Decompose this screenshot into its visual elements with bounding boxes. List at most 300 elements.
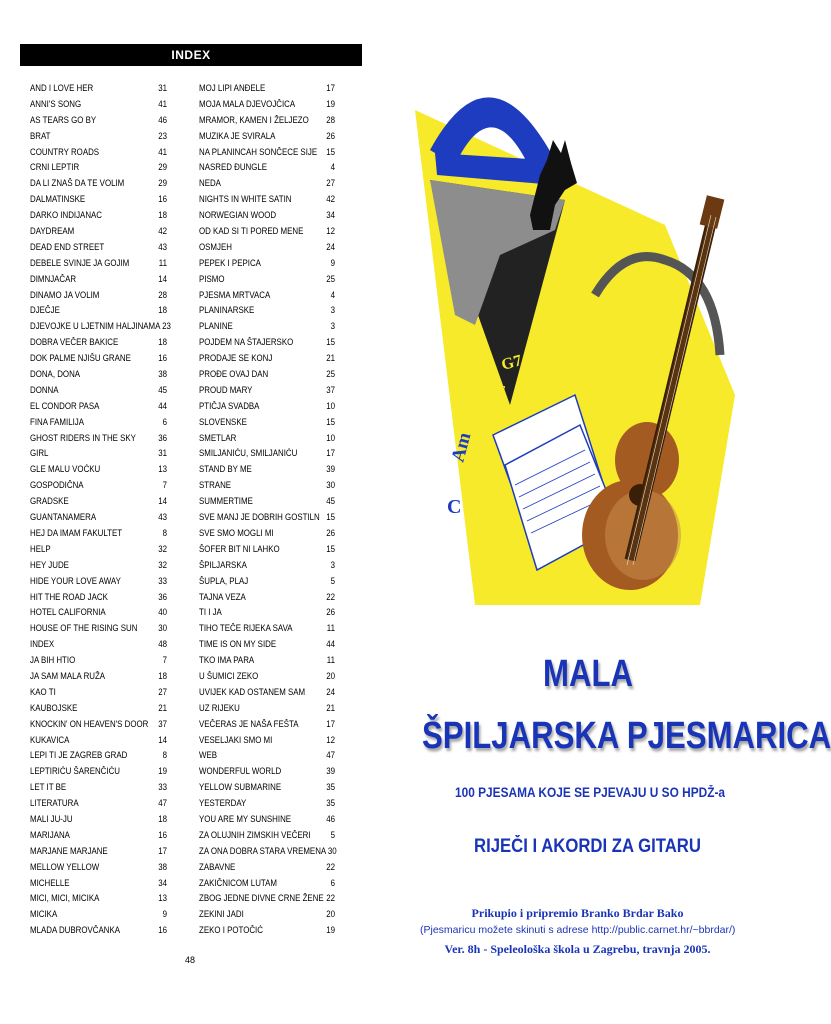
song-title: PEPEK I PEPICA (199, 257, 261, 268)
index-entry (30, 208, 167, 224)
index-entry (199, 288, 335, 304)
song-title: INDEX (30, 639, 55, 650)
index-entry (199, 192, 335, 208)
song-title: NEDA (199, 178, 221, 189)
index-entry (30, 717, 167, 733)
song-page: 9 (162, 909, 168, 920)
index-entry (30, 415, 167, 431)
index-column-left (30, 81, 171, 939)
index-entry (30, 748, 167, 764)
song-title: MARJANE MARJANE (30, 845, 108, 856)
song-title: PROUD MARY (199, 384, 253, 395)
song-title: UVIJEK KAD OSTANEM SAM (199, 686, 306, 697)
chord-c: C (447, 496, 462, 518)
song-title: GUANTANAMERA (30, 512, 97, 523)
song-title: DOBRA VEČER BAKICE (30, 337, 119, 348)
song-page: 8 (162, 527, 168, 538)
song-page: 35 (326, 798, 336, 809)
song-page: 43 (158, 241, 168, 252)
index-entry (199, 415, 335, 431)
index-entry (30, 97, 167, 113)
index-entry (30, 510, 167, 526)
index-entry (199, 558, 335, 574)
song-page: 36 (158, 432, 168, 443)
song-page: 14 (158, 496, 168, 507)
song-title: PISMO (199, 273, 225, 284)
index-entry (30, 574, 167, 590)
song-page: 15 (326, 416, 336, 427)
song-page: 16 (158, 194, 168, 205)
song-title: SMILJANIĆU, SMILJANIĆU (199, 448, 298, 459)
song-title: MOJ LIPI ANĐELE (199, 83, 266, 93)
song-title: GOSPODIČNA (30, 480, 84, 491)
song-page: 33 (158, 575, 168, 586)
song-page: 30 (326, 480, 336, 491)
index-entry (199, 81, 335, 97)
song-page: 26 (326, 130, 336, 141)
song-page: 25 (326, 369, 336, 380)
index-entry (30, 907, 167, 923)
index-entry (199, 780, 335, 796)
song-title: NORWEGIAN WOOD (199, 210, 277, 221)
song-page: 15 (326, 543, 336, 554)
song-page: 17 (158, 845, 168, 856)
index-entry (30, 796, 167, 812)
song-page: 13 (158, 464, 168, 475)
song-page: 46 (158, 114, 168, 125)
song-title: ŠUPLA, PLAJ (199, 575, 249, 586)
song-page: 7 (162, 655, 168, 666)
song-title: SVE MANJ JE DOBRIH GOSTILN (199, 512, 320, 523)
song-title: ŠPILJARSKA (199, 559, 247, 570)
subtitle: 100 PJESAMA KOJE SE PJEVAJU U SO HPDŽ-a (455, 785, 726, 800)
song-title: JA SAM MALA RUŽA (30, 670, 106, 681)
song-title: WONDERFUL WORLD (199, 766, 282, 777)
song-page: 20 (326, 670, 336, 681)
song-page: 47 (326, 750, 336, 761)
song-page: 6 (162, 416, 168, 427)
chord-f: F (497, 384, 506, 399)
song-title: DOK PALME NJIŠU GRANE (30, 353, 131, 364)
song-page: 4 (330, 162, 336, 173)
song-page: 44 (326, 639, 336, 650)
song-title: HOTEL CALIFORNIA (30, 607, 106, 618)
index-entry (199, 685, 335, 701)
index-entry (199, 335, 335, 351)
index-entry (199, 717, 335, 733)
song-title: MUZIKA JE SVIRALA (199, 130, 276, 141)
song-page: 24 (326, 241, 336, 252)
song-title: DA LI ZNAŠ DA TE VOLIM (30, 178, 125, 189)
index-entry (199, 494, 335, 510)
song-page: 38 (158, 861, 168, 872)
index-entry (199, 590, 335, 606)
song-page: 17 (326, 448, 336, 459)
index-entry (30, 494, 167, 510)
index-entry (199, 653, 335, 669)
song-title: HEJ DA IMAM FAKULTET (30, 527, 123, 538)
song-title: NIGHTS IN WHITE SATIN (199, 194, 292, 205)
song-page: 23 (158, 130, 168, 141)
song-page: 11 (326, 655, 336, 666)
index-entry (30, 145, 167, 161)
song-title: GRADSKE (30, 496, 69, 507)
index-entry (199, 129, 335, 145)
credits-author: Prikupio i pripremio Branko Brdar Bako (471, 906, 684, 920)
song-page: 21 (326, 353, 336, 364)
song-page: 30 (158, 623, 168, 634)
song-page: 48 (158, 639, 168, 650)
song-page: 47 (158, 798, 168, 809)
song-page: 26 (326, 607, 336, 618)
song-title: DEAD END STREET (30, 241, 105, 252)
song-page: 37 (158, 718, 168, 729)
song-title: ZA OLUJNIH ZIMSKIH VEČERI (199, 829, 311, 840)
index-entry (199, 478, 335, 494)
song-title: KNOCKIN' ON HEAVEN'S DOOR (30, 718, 149, 729)
index-column-right (199, 81, 335, 939)
index-entry (30, 701, 167, 717)
song-page: 18 (158, 305, 168, 316)
index-entry (30, 383, 167, 399)
song-page: 39 (326, 464, 336, 475)
song-title: SUMMERTIME (199, 496, 253, 507)
song-title: ZBOG JEDNE DIVNE CRNE ŽENE (199, 893, 324, 904)
song-page: 4 (330, 289, 336, 300)
index-entry (199, 907, 335, 923)
song-title: DONNA (30, 384, 59, 395)
song-page: 42 (326, 194, 336, 205)
index-entry (199, 431, 335, 447)
index-entry (199, 97, 335, 113)
song-title: GIRL (30, 448, 49, 459)
song-page: 18 (158, 210, 168, 221)
index-entry (199, 446, 335, 462)
credits-version: Ver. 8h - Speleološka škola u Zagrebu, travnja 2005. (444, 942, 711, 956)
song-page: 5 (330, 575, 336, 586)
song-page: 16 (158, 829, 168, 840)
song-title: SLOVENSKE (199, 416, 247, 427)
song-page: 10 (326, 400, 336, 411)
index-entry (30, 288, 167, 304)
index-entry (199, 510, 335, 526)
index-entry (199, 240, 335, 256)
song-title: WEB (199, 750, 218, 761)
index-entry (199, 160, 335, 176)
song-title: DEBELE SVINJE JA GOJIM (30, 257, 130, 268)
song-title: ŠOFER BIT NI LAHKO (199, 543, 280, 554)
song-page: 15 (326, 337, 336, 348)
index-entry (199, 256, 335, 272)
song-page: 11 (326, 623, 336, 634)
index-entry (199, 876, 335, 892)
index-entry (30, 256, 167, 272)
song-title: AND I LOVE HER (30, 83, 94, 93)
index-entry (30, 192, 167, 208)
song-title: TIME IS ON MY SIDE (199, 639, 277, 650)
song-title: MICIKA (30, 909, 58, 920)
song-page: 41 (158, 98, 168, 109)
song-page: 39 (326, 766, 336, 777)
song-page: 42 (158, 226, 168, 237)
song-title: EL CONDOR PASA (30, 400, 100, 411)
index-entry (30, 272, 167, 288)
song-page: 31 (158, 83, 168, 93)
song-page: 24 (326, 686, 336, 697)
song-title: PLANINE (199, 321, 233, 332)
song-title: ZEKINI JADI (199, 909, 244, 920)
song-page: 16 (158, 353, 168, 364)
song-page: 25 (326, 273, 336, 284)
song-page: 3 (330, 559, 336, 570)
song-page: 13 (158, 893, 168, 904)
song-title: MICHELLE (30, 877, 70, 888)
song-page: 21 (326, 702, 336, 713)
song-title: YESTERDAY (199, 798, 247, 809)
song-page: 11 (158, 257, 168, 268)
index-entry (30, 637, 167, 653)
song-title: ZAKIČNICOM LUTAM (199, 877, 277, 888)
song-title: MICI, MICI, MICIKA (30, 893, 100, 904)
song-page: 33 (158, 782, 168, 793)
song-title: OD KAD SI TI PORED MENE (199, 226, 304, 237)
song-page: 22 (326, 591, 336, 602)
index-entry (30, 621, 167, 637)
song-page: 22 (326, 861, 336, 872)
song-title: KUKAVICA (30, 734, 70, 745)
title-line-2: ŠPILJARSKA PJESMARICA (422, 715, 831, 757)
index-entry (199, 272, 335, 288)
song-title: NA PLANINCAH SONČECE SIJE (199, 146, 318, 157)
song-title: JA BIH HTIO (30, 655, 76, 666)
song-title: DAYDREAM (30, 226, 75, 237)
song-page: 46 (326, 813, 336, 824)
index-entry (30, 240, 167, 256)
song-page: 12 (326, 734, 336, 745)
index-entry (199, 319, 335, 335)
song-title: DARKO INDIJANAC (30, 210, 103, 221)
index-entry (199, 303, 335, 319)
song-page: 35 (326, 782, 336, 793)
song-title: HIDE YOUR LOVE AWAY (30, 575, 121, 586)
index-entry (199, 621, 335, 637)
index-entry (30, 129, 167, 145)
index-entry (30, 860, 167, 876)
song-page: 43 (158, 512, 168, 523)
index-entry (30, 542, 167, 558)
song-title: ZA ONA DOBRA STARA VREMENA (199, 845, 327, 856)
song-title: TKO IMA PARA (199, 655, 255, 666)
song-page: 18 (158, 337, 168, 348)
song-title: SMETLAR (199, 432, 237, 443)
song-page: 28 (326, 114, 336, 125)
chord-am: Am (447, 430, 476, 465)
index-entry (199, 733, 335, 749)
song-page: 6 (330, 877, 336, 888)
index-entry (199, 383, 335, 399)
song-page: 21 (158, 702, 168, 713)
song-title: TI I JA (199, 607, 222, 618)
song-page: 18 (158, 670, 168, 681)
index-entry (30, 733, 167, 749)
index-entry (199, 891, 335, 907)
index-entry (30, 812, 167, 828)
song-page: 34 (326, 210, 336, 221)
index-entry (199, 574, 335, 590)
song-title: ZABAVNE (199, 861, 236, 872)
song-title: TIHO TEČE RIJEKA SAVA (199, 623, 293, 634)
song-page: 9 (330, 257, 336, 268)
page-number: 48 (185, 955, 196, 965)
song-title: STRANE (199, 480, 232, 491)
song-title: LITERATURA (30, 798, 79, 809)
song-title: ZEKO I POTOČIĆ (199, 925, 263, 936)
song-title: KAUBOJSKE (30, 702, 78, 713)
index-entry (30, 319, 171, 335)
song-page: 30 (327, 845, 337, 856)
song-page: 27 (326, 178, 336, 189)
index-entry (199, 637, 335, 653)
song-title: MARIJANA (30, 829, 70, 840)
index-entry (30, 558, 167, 574)
index-entry (30, 351, 167, 367)
index-entry (199, 812, 335, 828)
song-page: 26 (326, 527, 336, 538)
song-title: POJDEM NA ŠTAJERSKO (199, 337, 294, 348)
song-page: 38 (158, 369, 168, 380)
song-page: 10 (326, 432, 336, 443)
song-page: 19 (326, 98, 336, 109)
index-entry (199, 796, 335, 812)
song-page: 27 (158, 686, 168, 697)
index-entry (199, 605, 335, 621)
song-title: TAJNA VEZA (199, 591, 246, 602)
index-entry (30, 462, 167, 478)
credits (420, 905, 735, 959)
song-page: 29 (158, 162, 168, 173)
index-entry (199, 542, 335, 558)
song-title: PROĐE OVAJ DAN (199, 369, 269, 380)
song-page: 32 (158, 543, 168, 554)
song-page: 14 (158, 273, 168, 284)
index-entry (30, 176, 167, 192)
song-title: GLE MALU VOĆKU (30, 464, 101, 475)
index-entry (199, 145, 335, 161)
title-line-1: MALA (543, 653, 634, 695)
song-page: 37 (326, 384, 336, 395)
song-page: 15 (326, 146, 336, 157)
song-title: PTIČJA SVADBA (199, 400, 260, 411)
index-entry (30, 478, 167, 494)
index-entry (30, 224, 167, 240)
chord-g7: G7 (499, 352, 524, 374)
song-page: 36 (158, 591, 168, 602)
index-entry (30, 844, 167, 860)
song-page: 23 (162, 321, 171, 332)
index-entry (30, 685, 167, 701)
song-title: PJESMA MRTVACA (199, 289, 271, 300)
song-page: 45 (158, 384, 168, 395)
song-title: DALMATINSKE (30, 194, 86, 205)
song-page: 19 (158, 766, 168, 777)
index-entry (30, 605, 167, 621)
song-title: VEČERAS JE NAŠA FEŠTA (199, 718, 299, 729)
song-title: DONA, DONA (30, 369, 81, 380)
song-title: PLANINARSKE (199, 305, 255, 316)
index-entry (199, 224, 335, 240)
song-page: 40 (158, 607, 168, 618)
song-page: 5 (330, 829, 336, 840)
song-title: SVE SMO MOGLI MI (199, 527, 274, 538)
index-header: INDEX (20, 44, 362, 66)
index-entry (30, 446, 167, 462)
song-page: 34 (158, 877, 168, 888)
song-page: 17 (326, 83, 336, 93)
index-entry (199, 176, 335, 192)
song-page: 28 (158, 289, 168, 300)
index-entry (30, 399, 167, 415)
index-entry (30, 828, 167, 844)
song-title: U ŠUMICI ZEKO (199, 670, 259, 681)
song-page: 14 (158, 734, 168, 745)
index-entry (30, 653, 167, 669)
song-title: MRAMOR, KAMEN I ŽELJEZO (199, 114, 309, 125)
song-page: 45 (326, 496, 336, 507)
index-entry (199, 923, 335, 939)
index-entry (199, 764, 335, 780)
song-page: 3 (330, 305, 336, 316)
index-entry (30, 431, 167, 447)
song-page: 41 (158, 146, 168, 157)
song-title: DINAMO JA VOLIM (30, 289, 100, 300)
index-entry (30, 367, 167, 383)
index-entry (199, 367, 335, 383)
song-title: KAO TI (30, 686, 56, 697)
song-title: STAND BY ME (199, 464, 252, 475)
song-page: 22 (326, 893, 336, 904)
song-title: DJEČJE (30, 305, 60, 316)
index-entry (30, 764, 167, 780)
song-title: COUNTRY ROADS (30, 146, 100, 157)
song-title: MOJA MALA DJEVOJČICA (199, 98, 296, 109)
song-title: LEPTIRIĆU ŠARENČIĆU (30, 766, 121, 777)
song-title: HOUSE OF THE RISING SUN (30, 623, 138, 634)
index-entry (30, 590, 167, 606)
index-entry (30, 303, 167, 319)
song-title: ANNI'S SONG (30, 98, 82, 109)
song-title: YELLOW SUBMARINE (199, 782, 282, 793)
song-page: 3 (330, 321, 336, 332)
index-entry (199, 669, 335, 685)
index-entry (199, 844, 335, 860)
song-title: HEY JUDE (30, 559, 69, 570)
song-title: MELLOW YELLOW (30, 861, 100, 872)
index-entry (199, 701, 335, 717)
song-title: FINA FAMILIJA (30, 416, 85, 427)
index-entry (30, 780, 167, 796)
index-entry (30, 160, 167, 176)
index-entry (199, 399, 335, 415)
song-title: CRNI LEPTIR (30, 162, 80, 173)
song-title: GHOST RIDERS IN THE SKY (30, 432, 136, 443)
song-title: HIT THE ROAD JACK (30, 591, 108, 602)
index-entry (199, 208, 335, 224)
cover-illustration (415, 65, 745, 630)
song-title: LEPI TI JE ZAGREB GRAD (30, 750, 128, 761)
index-entry (199, 748, 335, 764)
song-title: HELP (30, 543, 51, 554)
index-entry (30, 891, 167, 907)
